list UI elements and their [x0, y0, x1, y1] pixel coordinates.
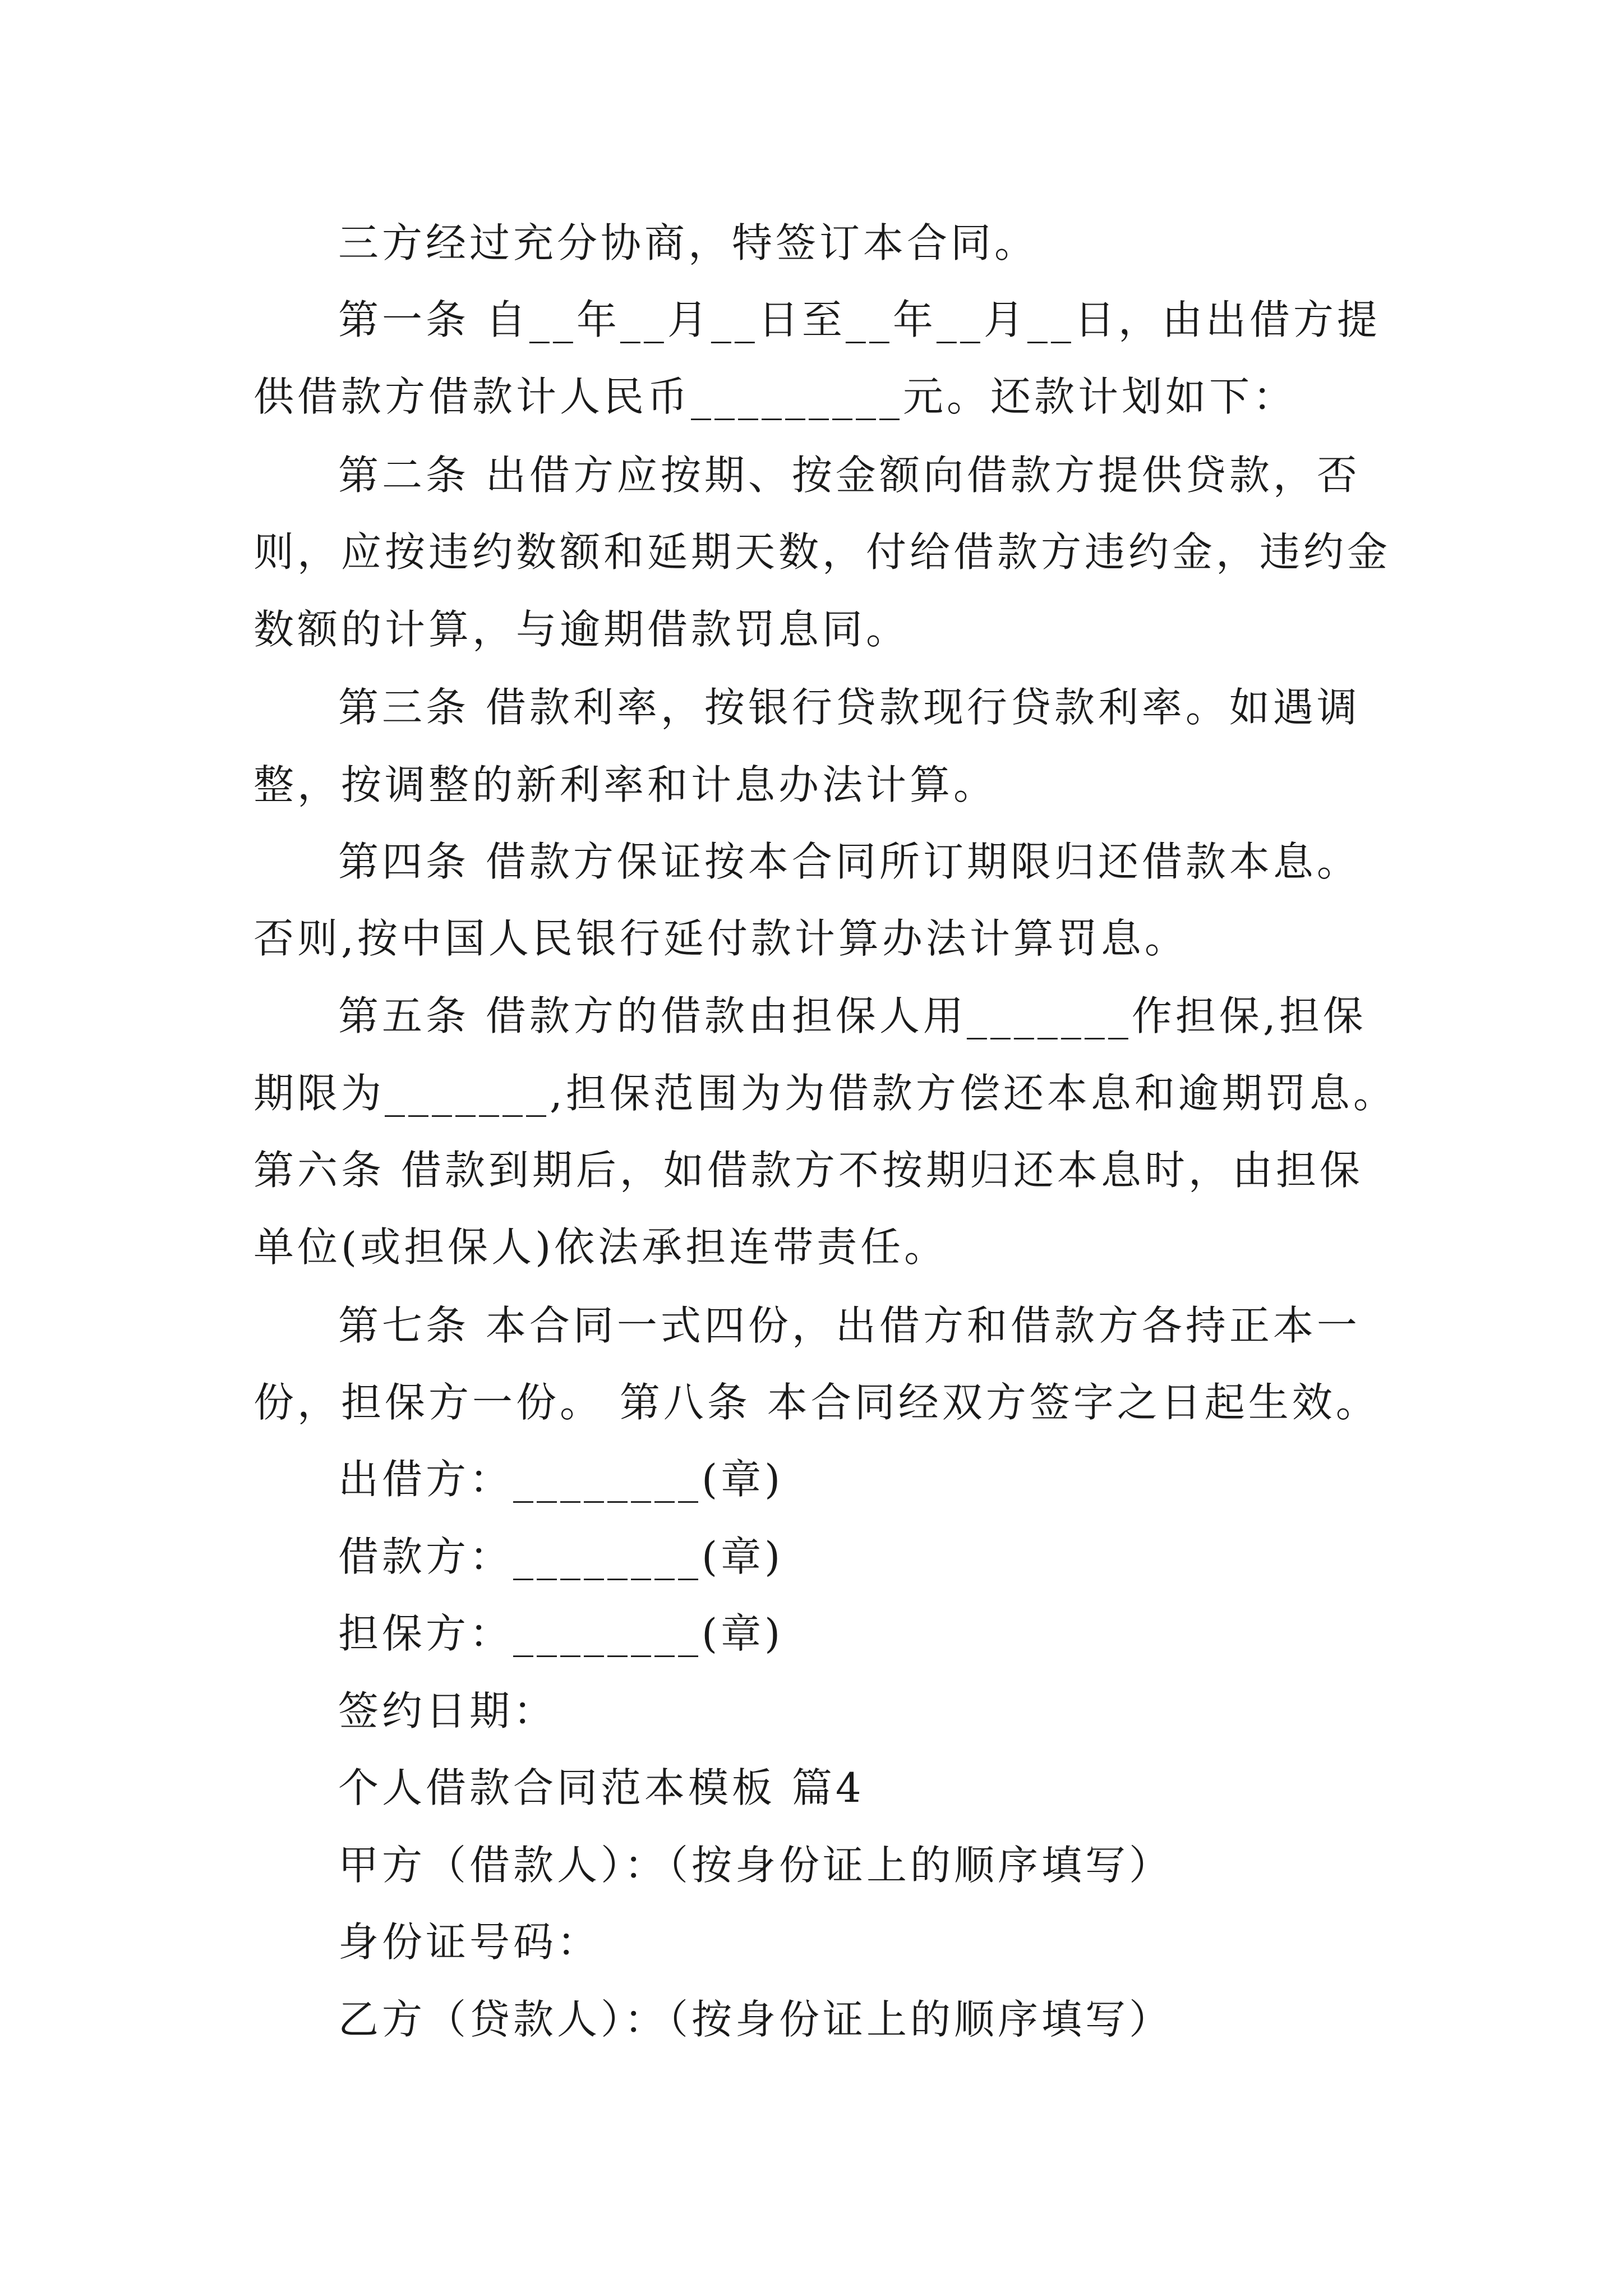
text-line-article-3: 第三条 借款利率，按银行贷款现行贷款利率。如遇调 — [338, 684, 1361, 731]
signature-lender: 出借方：________(章) — [338, 1456, 784, 1503]
text-line-article-1-cont: 供借款方借款计人民币_________元。还款计划如下： — [253, 373, 1297, 420]
signing-date: 签约日期： — [338, 1687, 557, 1734]
text-line-article-4-cont: 否则,按中国人民银行延付款计算办法计算罚息。 — [253, 915, 1188, 962]
text-line-article-2: 第二条 出借方应按期、按金额向借款方提供贷款，否 — [338, 452, 1361, 499]
text-line-article-6: 第六条 借款到期后，如借款方不按期归还本息时，由担保 — [253, 1147, 1363, 1194]
signature-guarantor: 担保方：________(章) — [338, 1610, 784, 1657]
party-b-line: 乙方（贷款人）：（按身份证上的顺序填写） — [338, 1996, 1173, 2043]
text-line-article-6-cont: 单位(或担保人)依法承担连带责任。 — [253, 1223, 948, 1271]
id-number-line: 身份证号码： — [338, 1918, 601, 1966]
text-line-article-5-cont: 期限为_______,担保范围为为借款方偿还本息和逾期罚息。 — [253, 1070, 1397, 1117]
signature-borrower: 借款方：________(章) — [338, 1533, 784, 1580]
text-line-article-7-8: 份，担保方一份。 第八条 本合同经双方签字之日起生效。 — [253, 1379, 1380, 1426]
text-line-intro: 三方经过充分协商，特签订本合同。 — [338, 219, 1039, 266]
text-line-article-4: 第四条 借款方保证按本合同所订期限归还借款本息。 — [338, 838, 1361, 885]
party-a-line: 甲方（借款人）：（按身份证上的顺序填写） — [338, 1842, 1173, 1889]
text-line-article-7: 第七条 本合同一式四份，出借方和借款方各持正本一 — [338, 1302, 1361, 1349]
text-line-article-2-cont: 则，应按违约数额和延期天数，付给借款方违约金，违约金 — [253, 528, 1391, 576]
text-line-article-3-cont: 整，按调整的新利率和计息办法计算。 — [253, 761, 998, 808]
text-line-article-1: 第一条 自__年__月__日至__年__月__日，由出借方提 — [338, 296, 1381, 343]
section-heading: 个人借款合同范本模板 篇4 — [338, 1764, 865, 1811]
text-line-article-2-cont: 数额的计算，与逾期借款罚息同。 — [253, 606, 910, 653]
text-line-article-5: 第五条 借款方的借款由担保人用_______作担保,担保 — [338, 992, 1367, 1039]
